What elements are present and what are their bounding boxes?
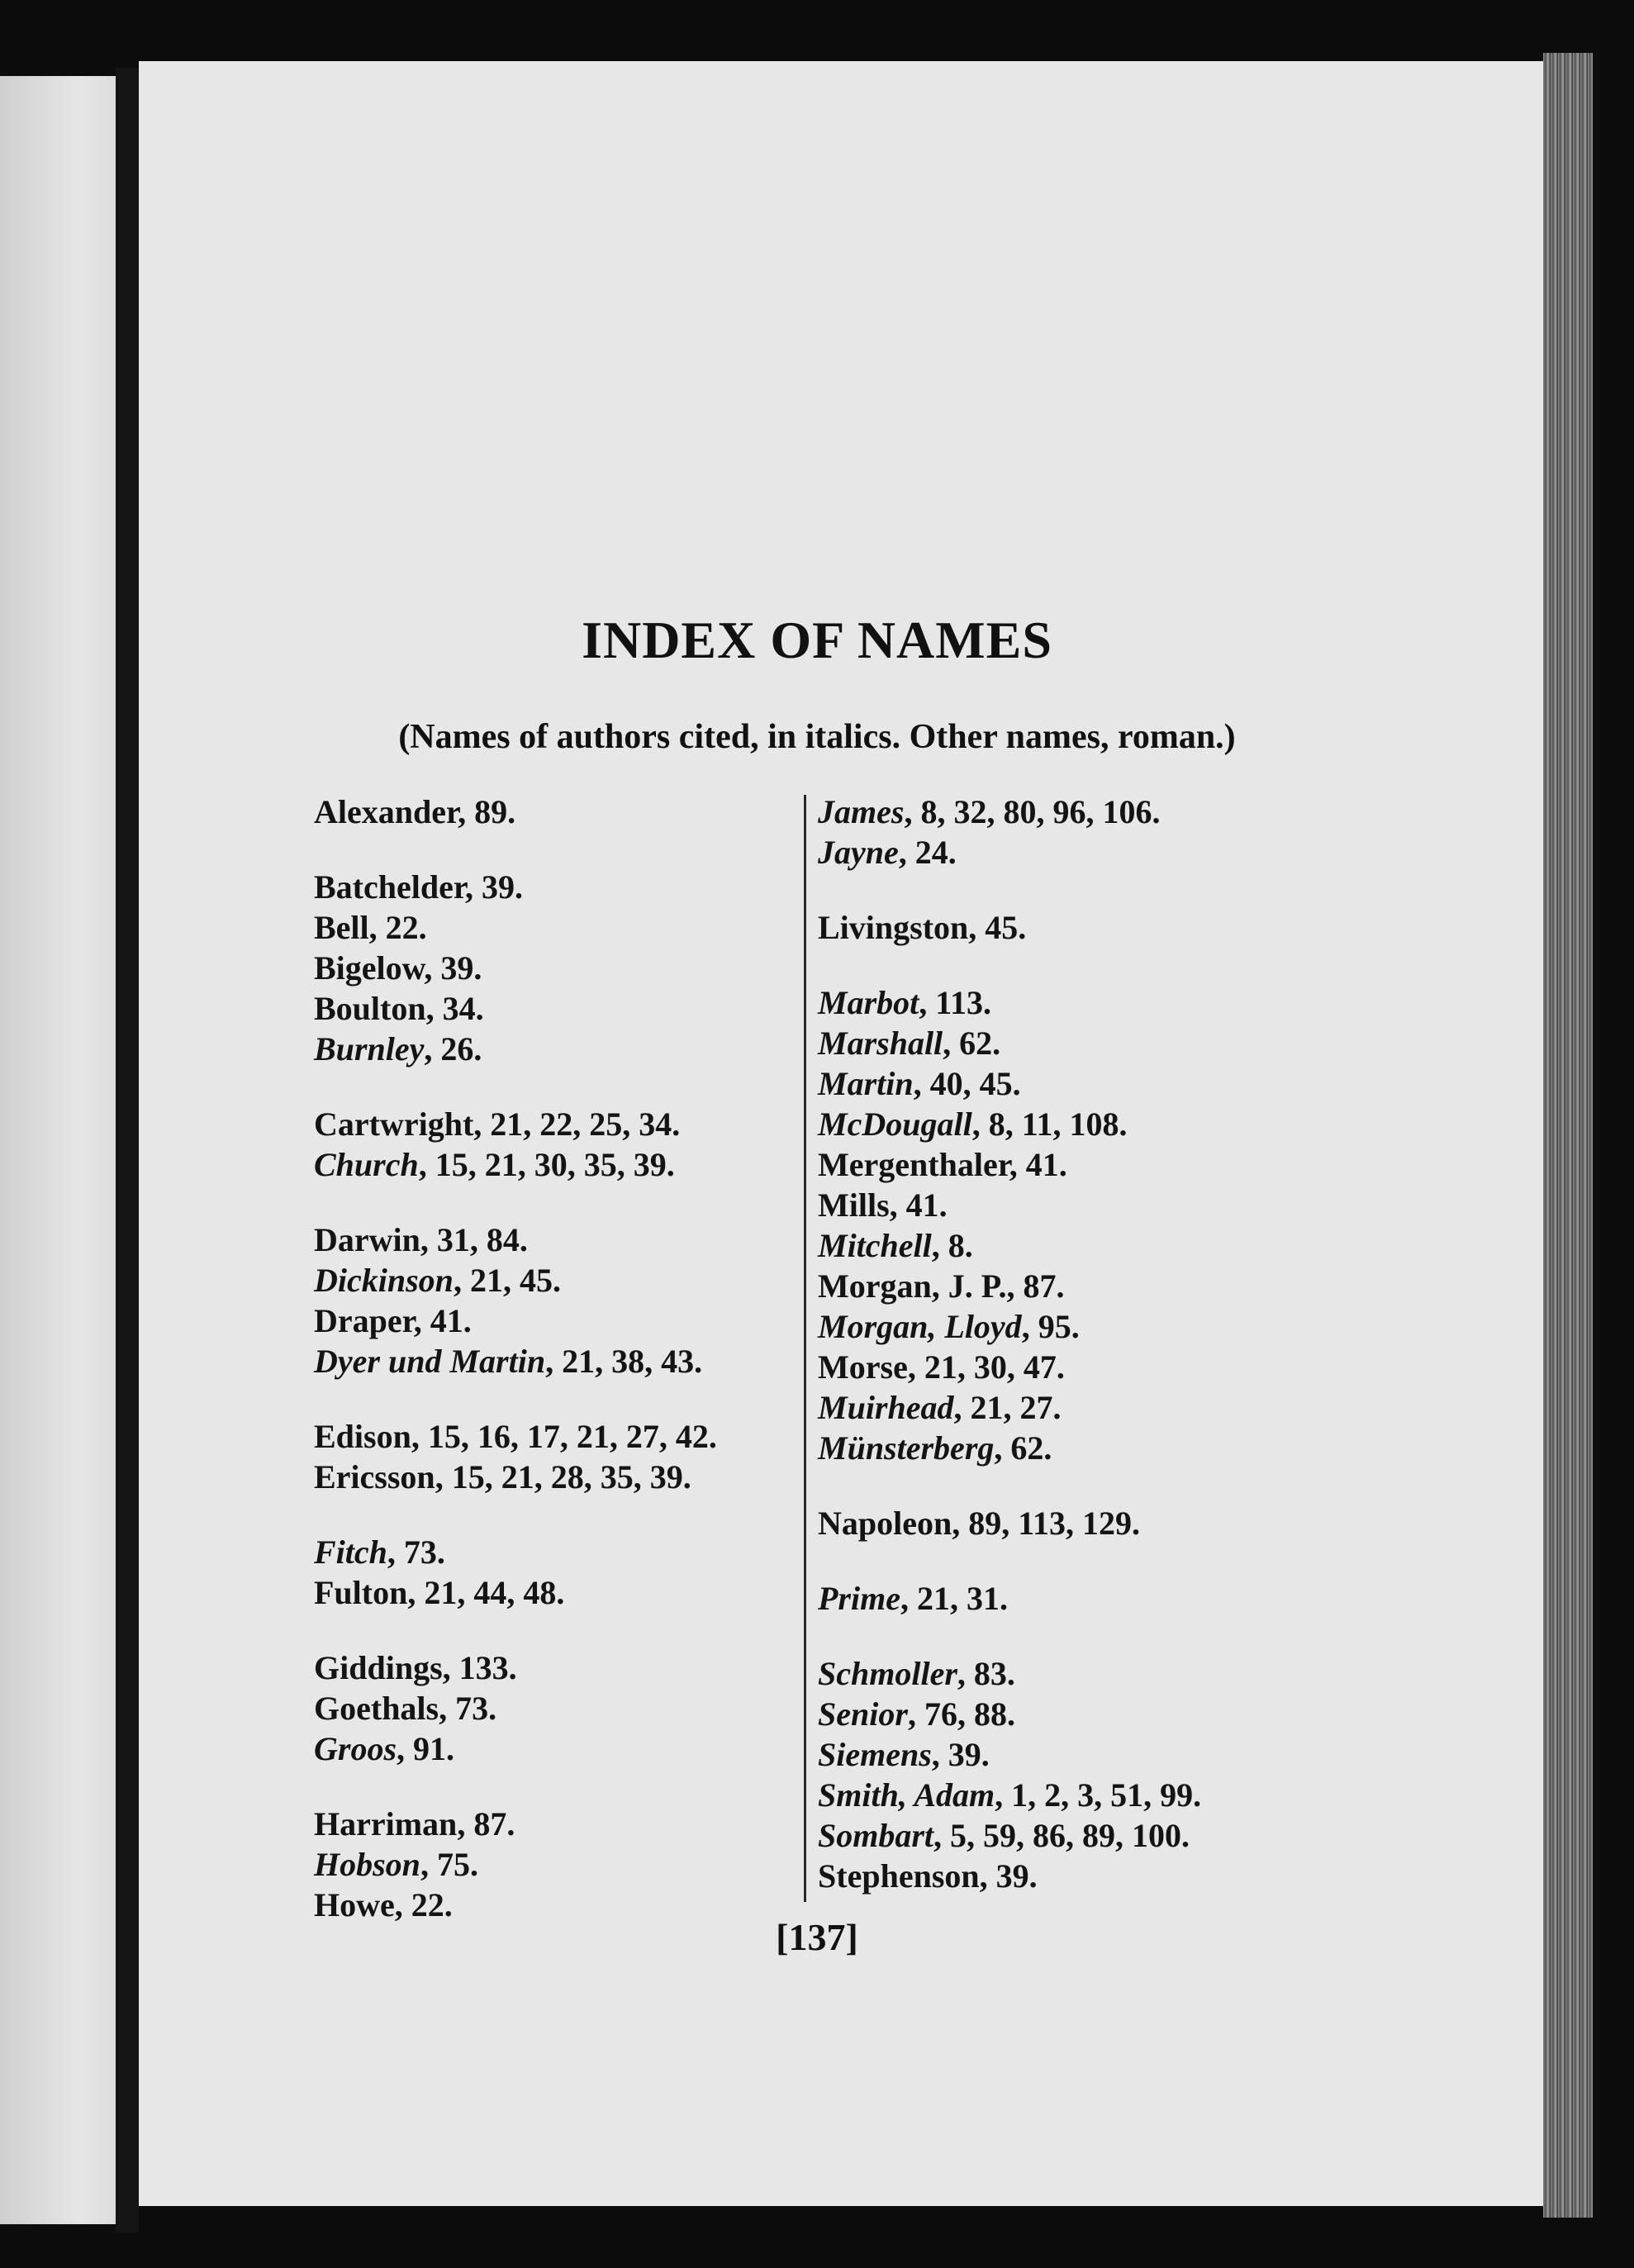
index-column-left (314, 792, 801, 1925)
index-entry-name: Batchelder (314, 868, 465, 906)
index-entry-name: Draper (314, 1302, 414, 1339)
index-entry-pages: , 22. (394, 1886, 453, 1923)
index-entry (818, 1266, 1347, 1306)
index-entry-pages: , 45. (968, 909, 1027, 946)
book-gutter (116, 68, 139, 2232)
index-entry (818, 1578, 1347, 1619)
index-entry (314, 1104, 801, 1144)
index-entry (818, 1306, 1347, 1347)
index-entry-name: Edison (314, 1418, 411, 1455)
index-entry-pages: , 15, 21, 28, 35, 39. (435, 1458, 691, 1495)
index-entry-name: Siemens (818, 1736, 932, 1773)
index-entry (314, 1416, 801, 1457)
index-entry-name: Giddings (314, 1649, 443, 1686)
index-entry-pages: , 22. (368, 909, 427, 946)
index-entry (818, 1856, 1347, 1896)
index-entry (314, 988, 801, 1029)
index-entry-name: Groos (314, 1730, 397, 1767)
index-note: (Names of authors cited, in italics. Other names, roman.) (398, 718, 1236, 756)
index-entry-name: Ericsson (314, 1458, 435, 1495)
index-entry-name: Dickinson (314, 1262, 454, 1299)
index-entry-pages: , 75. (420, 1846, 478, 1883)
index-entry-name: Church (314, 1146, 419, 1183)
index-entry-name: Marbot (818, 984, 919, 1021)
index-entry-name: Fulton (314, 1574, 408, 1611)
index-entry (818, 1185, 1347, 1225)
index-entry-name: Harriman (314, 1805, 458, 1842)
index-entry-name: Senior (818, 1695, 908, 1733)
index-entry-name: Sombart (818, 1817, 934, 1854)
index-entry (818, 1503, 1347, 1543)
index-entry-pages: , 15, 21, 30, 35, 39. (418, 1146, 675, 1183)
index-entry (314, 1844, 801, 1885)
index-entry-name: Boulton (314, 990, 426, 1027)
column-divider (804, 795, 806, 1902)
index-entry (314, 1220, 801, 1260)
index-entry-pages: , 31, 84. (420, 1221, 528, 1258)
index-entry-pages: , 39. (931, 1736, 990, 1773)
index-entry (314, 1532, 801, 1572)
index-entry (314, 867, 801, 907)
index-entry-pages: , 41. (1009, 1146, 1067, 1183)
index-entry-pages: , 41. (889, 1186, 948, 1224)
index-entry (314, 1804, 801, 1844)
index-column-right (818, 792, 1347, 1896)
index-entry-name: Howe (314, 1886, 395, 1923)
index-entry (314, 792, 801, 832)
index-entry (314, 1144, 801, 1185)
index-entry-pages: , 89. (458, 793, 516, 830)
index-entry-name: Goethals (314, 1690, 439, 1727)
index-entry-pages: , 15, 16, 17, 21, 27, 42. (411, 1418, 717, 1455)
page-number: [137] (776, 1916, 858, 1958)
index-entry-name: Morse (818, 1348, 908, 1386)
index-entry-pages: , 40, 45. (913, 1065, 1021, 1102)
index-entry-name: Livingston (818, 909, 969, 946)
index-entry-pages: , 87. (1006, 1267, 1065, 1305)
index-entry-name: Muirhead (818, 1389, 954, 1426)
index-entry-pages: , 89, 113, 129. (952, 1505, 1141, 1542)
index-entry-pages: , 73. (439, 1690, 497, 1727)
index-title: INDEX OF NAMES (582, 611, 1052, 669)
index-entry (818, 1225, 1347, 1266)
index-entry-name: Hobson (314, 1846, 420, 1883)
index-entry (818, 982, 1347, 1023)
index-entry-name: Morgan, J. P. (818, 1267, 1007, 1305)
index-entry-pages: , 26. (424, 1030, 482, 1067)
index-entry-pages: , 24. (898, 834, 957, 871)
index-entry-name: Cartwright (314, 1105, 474, 1143)
index-entry (818, 907, 1347, 948)
index-entry-name: Mergenthaler (818, 1146, 1009, 1183)
index-entry-name: Prime (818, 1580, 900, 1617)
index-entry-name: Napoleon (818, 1505, 952, 1542)
index-entry-name: Bell (314, 909, 369, 946)
index-entry (314, 1688, 801, 1728)
index-entry-pages: , 95. (1021, 1308, 1080, 1345)
index-entry-name: Schmoller (818, 1655, 957, 1692)
index-entry (818, 1734, 1347, 1775)
index-entry (818, 1063, 1347, 1104)
index-entry-pages: , 39. (424, 949, 482, 987)
index-entry-name: Münsterberg (818, 1429, 995, 1467)
index-entry-name: James (818, 793, 905, 830)
index-entry-pages: , 21, 38, 43. (545, 1343, 703, 1380)
index-entry-name: Jayne (818, 834, 899, 871)
index-entry-pages: , 62. (943, 1025, 1001, 1062)
index-entry-pages: , 39. (464, 868, 523, 906)
index-entry (314, 948, 801, 988)
index-entry-name: Fitch (314, 1533, 387, 1571)
index-entry-name: Morgan, Lloyd (818, 1308, 1022, 1345)
index-entry-name: Stephenson (818, 1857, 980, 1895)
index-entry-pages: , 5, 59, 86, 89, 100. (933, 1817, 1190, 1854)
index-entry-name: Darwin (314, 1221, 420, 1258)
index-entry-pages: , 113. (919, 984, 992, 1021)
index-entry-pages: , 21, 44, 48. (407, 1574, 565, 1611)
index-entry (818, 1694, 1347, 1734)
index-entry (818, 1144, 1347, 1185)
index-entry-pages: , 62. (994, 1429, 1052, 1467)
index-entry-pages: , 21, 22, 25, 34. (473, 1105, 681, 1143)
index-entry (818, 1653, 1347, 1694)
index-entry (314, 1260, 801, 1300)
index-entry-pages: , 8, 11, 108. (971, 1105, 1128, 1143)
index-entry-name: Marshall (818, 1025, 943, 1062)
page-edge (1543, 53, 1593, 2218)
index-entry-pages: , 76, 88. (907, 1695, 1015, 1733)
index-entry-pages: , 1, 2, 3, 51, 99. (995, 1776, 1202, 1814)
index-entry (818, 832, 1347, 872)
index-entry-name: McDougall (818, 1105, 972, 1143)
index-entry-pages: , 8, 32, 80, 96, 106. (904, 793, 1161, 830)
index-entry (818, 1347, 1347, 1387)
index-entry-pages: , 87. (457, 1805, 515, 1842)
index-entry-name: Martin (818, 1065, 914, 1102)
index-entry-name: Smith, Adam (818, 1776, 995, 1814)
index-entry (314, 1648, 801, 1688)
index-entry-pages: , 39. (979, 1857, 1038, 1895)
index-entry-name: Dyer und Martin (314, 1343, 546, 1380)
index-entry-pages: , 91. (397, 1730, 455, 1767)
index-entry (314, 1572, 801, 1613)
index-entry-pages: , 8. (931, 1227, 973, 1264)
index-entry-pages: , 21, 27. (953, 1389, 1062, 1426)
index-entry (314, 1341, 801, 1381)
facing-page-edge (0, 76, 116, 2224)
index-entry-pages: , 133. (442, 1649, 517, 1686)
index-entry (314, 907, 801, 948)
index-entry-pages: , 83. (957, 1655, 1015, 1692)
index-entry-pages: , 21, 30, 47. (907, 1348, 1065, 1386)
index-entry-pages: , 21, 45. (453, 1262, 561, 1299)
index-entry (314, 1029, 801, 1069)
index-entry (818, 1428, 1347, 1468)
index-entry (314, 1728, 801, 1769)
index-entry-pages: , 73. (387, 1533, 445, 1571)
index-entry-name: Mills (818, 1186, 890, 1224)
index-entry-pages: , 34. (425, 990, 484, 1027)
index-entry-pages: , 21, 31. (900, 1580, 1008, 1617)
index-entry (818, 1815, 1347, 1856)
index-entry-pages: , 41. (413, 1302, 472, 1339)
index-entry (818, 1775, 1347, 1815)
index-entry (818, 1104, 1347, 1144)
index-entry (818, 1387, 1347, 1428)
index-entry-name: Burnley (314, 1030, 425, 1067)
index-entry (314, 1457, 801, 1497)
index-entry (818, 1023, 1347, 1063)
index-entry-name: Bigelow (314, 949, 425, 987)
index-entry (314, 1300, 801, 1341)
index-entry (818, 792, 1347, 832)
index-entry-name: Alexander (314, 793, 458, 830)
index-entry-name: Mitchell (818, 1227, 932, 1264)
